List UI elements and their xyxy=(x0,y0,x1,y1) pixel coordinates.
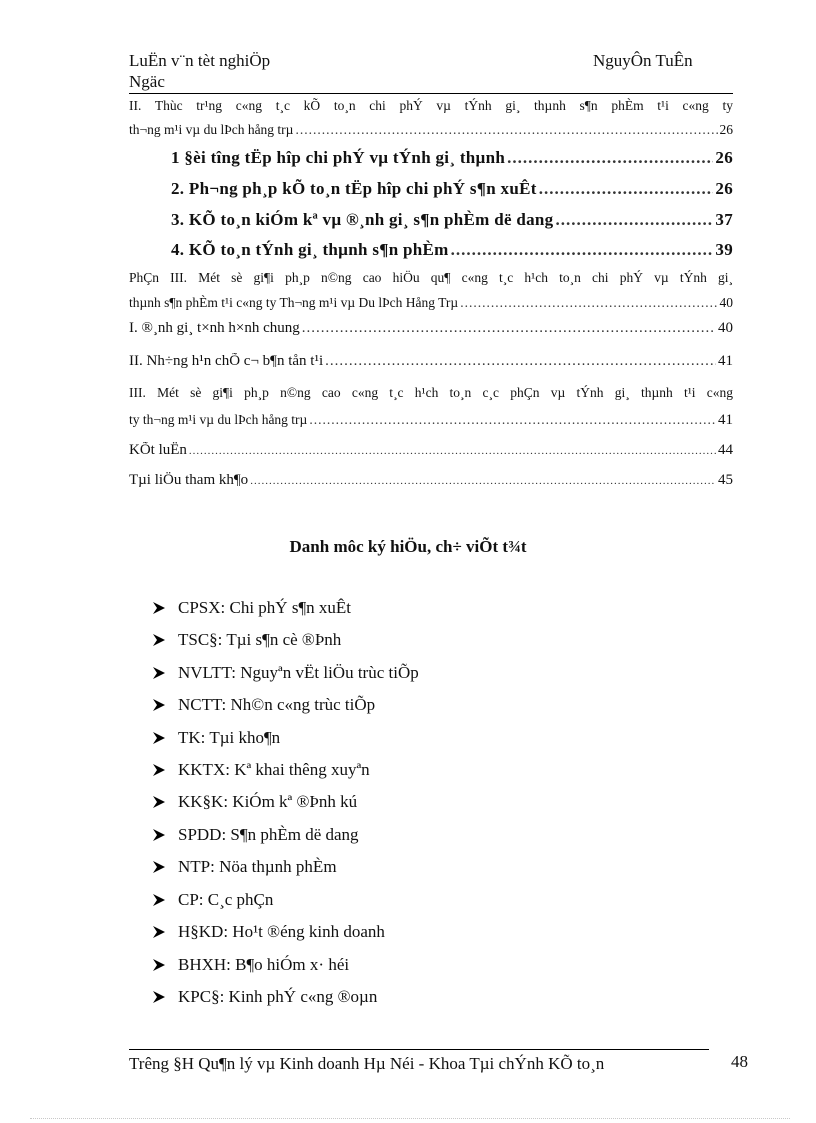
header-author-continuation: Ngäc xyxy=(129,72,165,91)
list-item xyxy=(152,628,341,652)
list-item xyxy=(152,823,359,847)
toc-entry-text: 1 §èi tîng tËp hîp chi phÝ vµ tÝnh gi¸ thµnh xyxy=(171,148,506,167)
footer-divider xyxy=(129,1049,709,1050)
list-item-text: NCTT: Nh©n c«ng trùc tiÕp xyxy=(178,695,376,714)
toc-entry-line: II. Thùc tr¹ng c«ng t¸c kÕ to¸n chi phÝ vµ tÝnh gi¸ thµnh s¶n phÈm t¹i c«ng ty xyxy=(129,98,733,113)
toc-entry-text: II. Nh÷ng h¹n chÕ c¬ b¶n tån t¹i xyxy=(129,353,324,369)
list-item-text: CP: C¸c phÇn xyxy=(178,890,274,909)
toc-entry xyxy=(129,353,733,370)
toc-page-number: 41 xyxy=(718,412,733,428)
toc-leader-dots xyxy=(250,475,716,487)
toc-leader-dots xyxy=(539,179,714,199)
list-item-text: NTP: Nöa thµnh phÈm xyxy=(178,857,337,876)
list-item xyxy=(152,790,357,814)
toc-page-number: 40 xyxy=(718,320,733,336)
header-divider xyxy=(129,93,733,94)
arrowhead-bullet-icon xyxy=(152,958,166,972)
toc-entry-text: KÕt luËn xyxy=(129,442,187,458)
list-item-text: KK§K: KiÓm kª ®Þnh kú xyxy=(178,792,358,811)
arrowhead-bullet-icon xyxy=(152,893,166,907)
header-author-name: NguyÔn TuÊn xyxy=(593,51,693,70)
toc-entry-text: th¬ng m¹i vµ du lÞch hång trµ xyxy=(129,122,294,137)
toc-entry xyxy=(129,320,733,337)
toc-entry-text: ty th¬ng m¹i vµ du lÞch hång trµ xyxy=(129,412,308,427)
toc-entry-line: III. Mét sè gi¶i ph¸p n©ng cao c«ng t¸c h¹ch to¸n c¸c phÇn vµ tÝnh gi¸ thµnh t¹i c«ng xyxy=(129,385,733,400)
list-item-text: KKTX: Kª khai thêng xuyªn xyxy=(178,760,370,779)
arrowhead-bullet-icon xyxy=(152,860,166,874)
toc-leader-dots xyxy=(507,148,713,168)
toc-entry xyxy=(129,122,733,138)
list-item xyxy=(152,726,280,750)
arrowhead-bullet-icon xyxy=(152,601,166,615)
list-item xyxy=(152,596,351,620)
toc-leader-dots xyxy=(325,353,716,370)
list-item xyxy=(152,758,370,782)
arrowhead-bullet-icon xyxy=(152,698,166,712)
arrowhead-bullet-icon xyxy=(152,925,166,939)
toc-entry xyxy=(171,210,733,230)
toc-entry xyxy=(129,295,733,311)
toc-page-number: 39 xyxy=(715,240,733,259)
abbreviations-heading: Danh môc ký hiÖu, ch÷ viÕt t¾t xyxy=(289,537,527,556)
list-item-text: TSC§: Tµi s¶n cè ®Þnh xyxy=(178,630,342,649)
arrowhead-bullet-icon xyxy=(152,763,166,777)
footer-institution: Trêng §H Qu¶n lý vµ Kinh doanh Hµ Néi - Khoa Tµi chÝnh KÕ to¸n xyxy=(129,1054,605,1073)
toc-leader-dots xyxy=(460,295,717,311)
page-bottom-border xyxy=(30,1118,790,1119)
toc-page-number: 44 xyxy=(718,442,733,458)
toc-entry xyxy=(129,412,733,429)
toc-page-number: 37 xyxy=(715,210,733,229)
toc-entry-text: 3. KÕ to¸n kiÓm kª vµ ®¸nh gi¸ s¶n phÈm dë dang xyxy=(171,210,554,229)
toc-entry-text: thµnh s¶n phÈm t¹i c«ng ty Th¬ng m¹i vµ Du lÞch Hång Trµ xyxy=(129,295,459,310)
header-thesis-label: LuËn v¨n tèt nghiÖp xyxy=(129,51,271,70)
list-item xyxy=(152,693,375,717)
toc-entry-text: 2. Ph¬ng ph¸p kÕ to¸n tËp hîp chi phÝ s¶n xuÊt xyxy=(171,179,537,198)
arrowhead-bullet-icon xyxy=(152,731,166,745)
page-number: 48 xyxy=(731,1052,748,1071)
toc-leader-dots xyxy=(555,210,713,230)
list-item xyxy=(152,985,377,1009)
toc-leader-dots xyxy=(302,320,716,337)
list-item-text: SPDD: S¶n phÈm dë dang xyxy=(178,825,359,844)
toc-leader-dots xyxy=(189,445,716,457)
toc-leader-dots xyxy=(295,122,717,138)
list-item xyxy=(152,920,385,944)
list-item-text: TK: Tµi kho¶n xyxy=(178,728,281,747)
toc-entry-text: 4. KÕ to¸n tÝnh gi¸ thµnh s¶n phÈm xyxy=(171,240,449,259)
toc-entry xyxy=(129,472,733,489)
toc-entry xyxy=(171,240,733,260)
toc-entry-text: I. ®¸nh gi¸ t×nh h×nh chung xyxy=(129,320,300,336)
toc-page-number: 26 xyxy=(715,179,733,198)
toc-page-number: 26 xyxy=(719,122,733,137)
toc-entry xyxy=(171,148,733,168)
arrowhead-bullet-icon xyxy=(152,795,166,809)
toc-page-number: 26 xyxy=(715,148,733,167)
list-item xyxy=(152,661,419,685)
toc-entry xyxy=(171,179,733,199)
arrowhead-bullet-icon xyxy=(152,666,166,680)
toc-entry-text: Tµi liÖu tham kh¶o xyxy=(129,472,249,488)
list-item-text: H§KD: Ho¹t ®éng kinh doanh xyxy=(178,922,385,941)
toc-entry-line: PhÇn III. Mét sè gi¶i ph¸p n©ng cao hiÖu qu¶ c«ng t¸c h¹ch to¸n chi phÝ vµ tÝnh gi¸ xyxy=(129,270,733,285)
toc-entry xyxy=(129,442,733,459)
list-item-text: NVLTT: Nguyªn vËt liÖu trùc tiÕp xyxy=(178,663,419,682)
list-item xyxy=(152,855,337,879)
arrowhead-bullet-icon xyxy=(152,633,166,647)
list-item-text: CPSX: Chi phÝ s¶n xuÊt xyxy=(178,598,352,617)
arrowhead-bullet-icon xyxy=(152,990,166,1004)
arrowhead-bullet-icon xyxy=(152,828,166,842)
toc-leader-dots xyxy=(309,412,716,428)
list-item-text: BHXH: B¶o hiÓm x· héi xyxy=(178,955,350,974)
toc-page-number: 40 xyxy=(719,295,733,310)
toc-page-number: 41 xyxy=(718,353,733,369)
toc-page-number: 45 xyxy=(718,472,733,488)
list-item-text: KPC§: Kinh phÝ c«ng ®oµn xyxy=(178,987,378,1006)
header-left xyxy=(129,50,270,92)
toc-leader-dots xyxy=(451,240,714,260)
list-item xyxy=(152,953,349,977)
list-item xyxy=(152,888,273,912)
